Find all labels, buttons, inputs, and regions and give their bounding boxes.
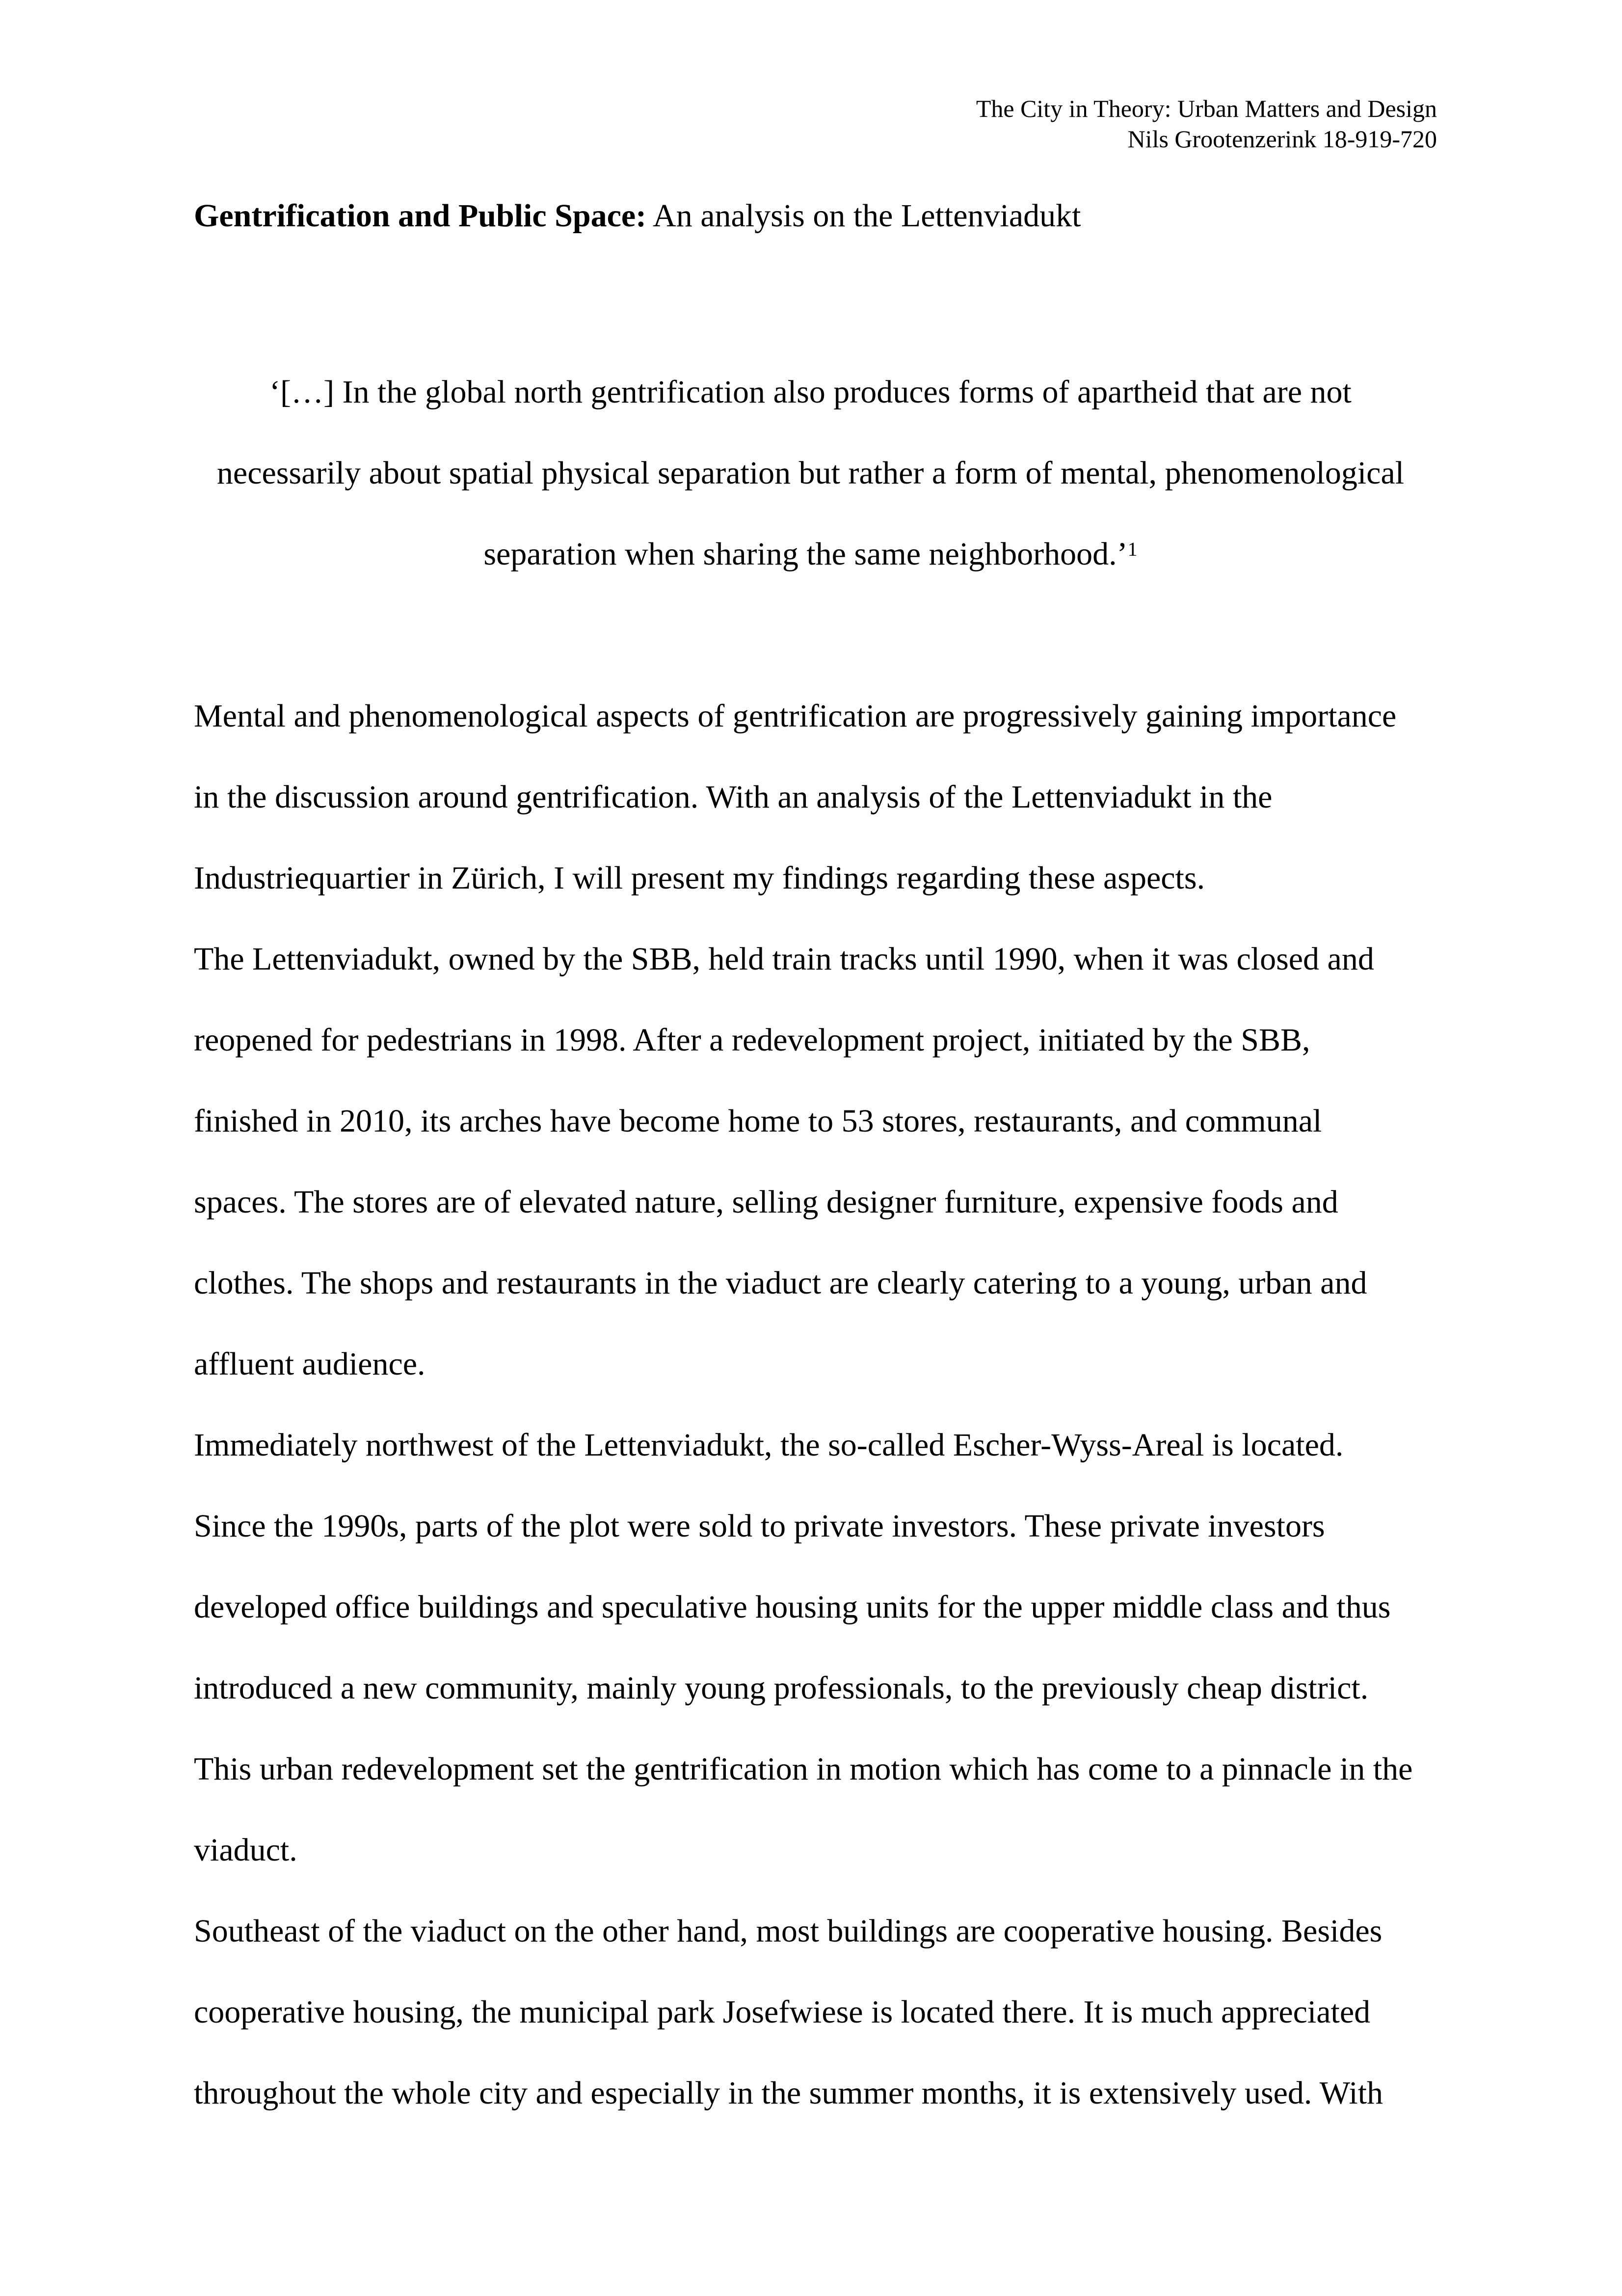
quote-line-last [194,513,1427,594]
body-line: Industriequartier in Zürich, I will present my findings regarding these aspects. [194,860,1205,896]
quote-line: necessarily about spatial physical separation but rather a form of mental, phenomenological [216,455,1405,491]
document-title [194,195,1081,237]
body-line: clothes. The shops and restaurants in the viaduct are clearly catering to a young, urban and [194,1265,1367,1301]
author-line: Nils Grootenzerink 18-919-720 [1127,125,1437,153]
quote-line: ‘[…] In the global north gentrification also produces forms of apartheid that are not [269,374,1352,410]
body-line: cooperative housing, the municipal park Josefwiese is located there. It is much appreciated [194,1994,1371,2030]
body-line: The Lettenviadukt, owned by the SBB, held train tracks until 1990, when it was closed and [194,941,1374,977]
body-line: This urban redevelopment set the gentrification in motion which has come to a pinnacle in the [194,1751,1413,1787]
body-line: Mental and phenomenological aspects of gentrification are progressively gaining importance [194,698,1397,734]
footnote-reference[interactable]: 1 [1127,538,1138,560]
quote-line-text: separation when sharing the same neighborhood.’ [483,536,1128,572]
epigraph-quote [194,351,1427,594]
body-line: in the discussion around gentrification. With an analysis of the Lettenviadukt in the [194,779,1273,815]
body-line: reopened for pedestrians in 1998. After a redevelopment project, initiated by the SBB, [194,1022,1310,1058]
body-text [194,675,1412,2134]
body-line: Southeast of the viaduct on the other hand, most buildings are cooperative housing. Besides [194,1913,1383,1949]
body-line: Immediately northwest of the Lettenviadukt, the so-called Escher-Wyss-Areal is located. [194,1427,1344,1463]
course-title: The City in Theory: Urban Matters and Design [976,95,1437,122]
body-line: finished in 2010, its arches have become home to 53 stores, restaurants, and communal [194,1103,1322,1139]
title-rest: An analysis on the Lettenviadukt [646,198,1081,234]
body-line: Since the 1990s, parts of the plot were sold to private investors. These private investors [194,1508,1325,1544]
body-line: throughout the whole city and especially in the summer months, it is extensively used. With [194,2075,1383,2111]
body-line: affluent audience. [194,1346,425,1382]
body-line: viaduct. [194,1832,297,1868]
body-line: introduced a new community, mainly young professionals, to the previously cheap district. [194,1670,1369,1706]
body-line: spaces. The stores are of elevated nature, selling designer furniture, expensive foods and [194,1184,1338,1220]
title-bold: Gentrification and Public Space: [194,198,647,234]
body-line: developed office buildings and speculative housing units for the upper middle class and thus [194,1589,1391,1625]
page-header [976,93,1437,154]
